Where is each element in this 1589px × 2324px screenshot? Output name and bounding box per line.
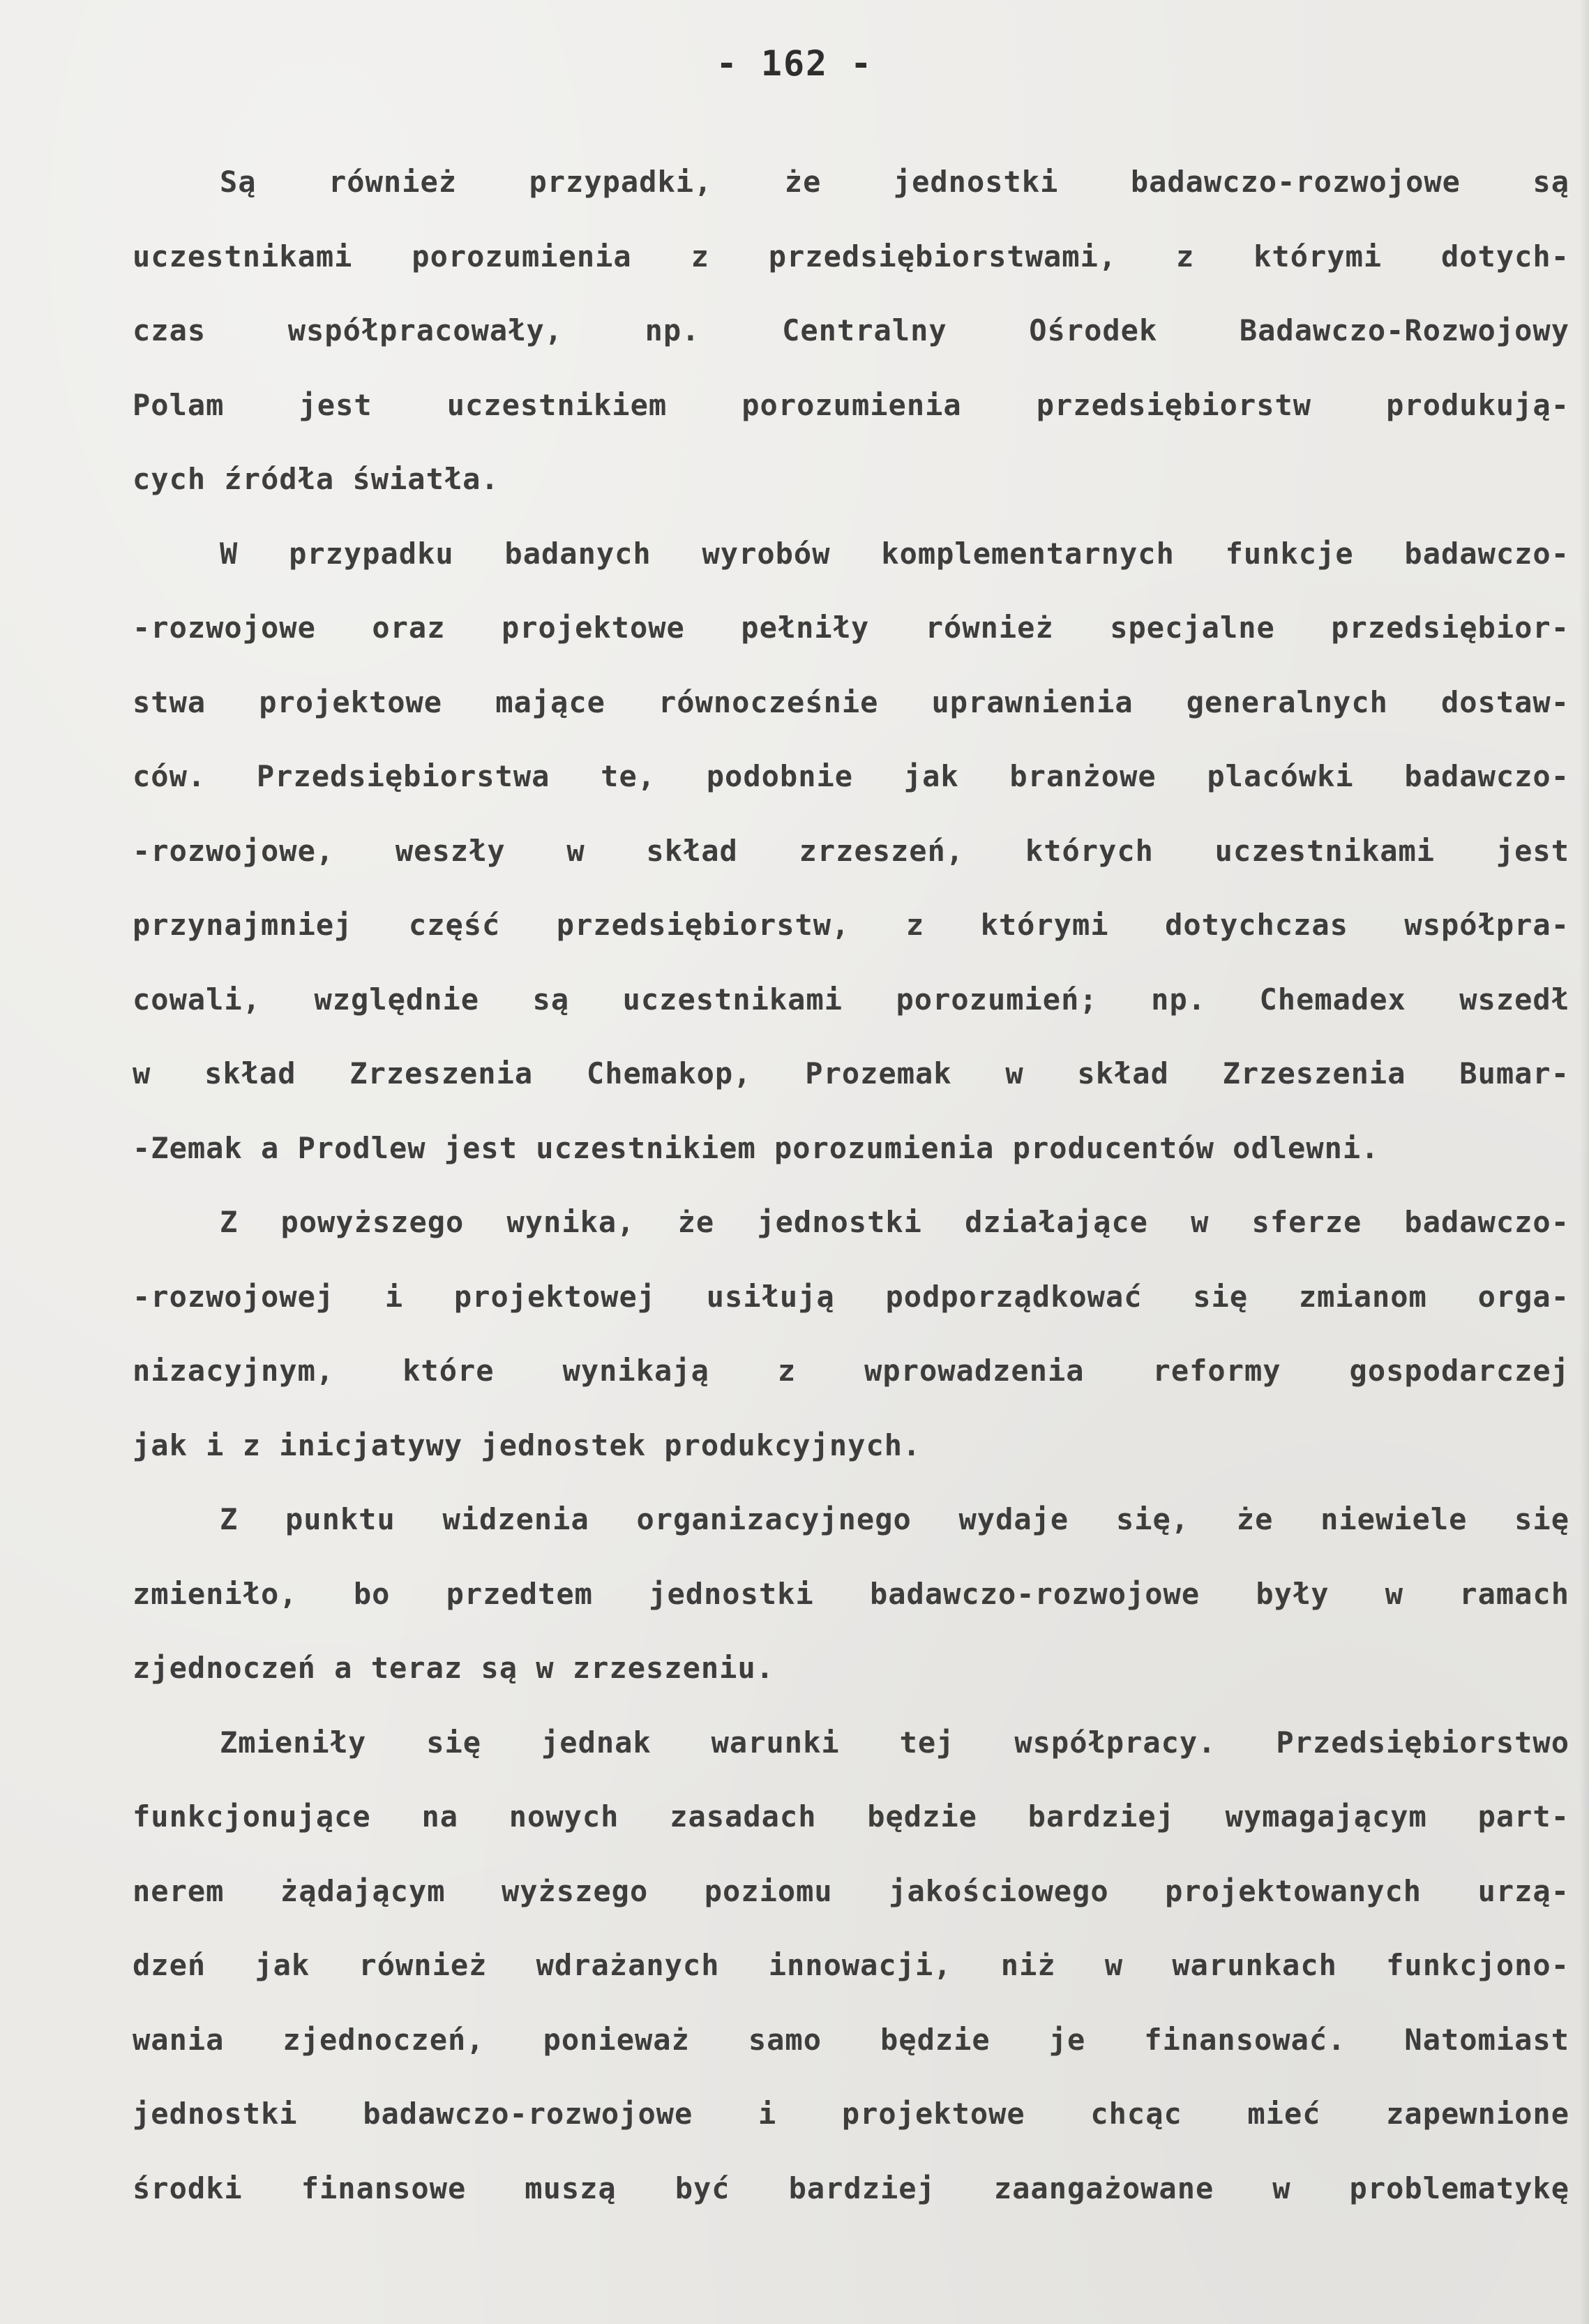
- text-line: nizacyjnym, które wynikają z wprowadzenia reformy gospodarczej: [133, 1354, 1569, 1388]
- text-line: funkcjonujące na nowych zasadach będzie bardziej wymagającym part-: [133, 1799, 1569, 1834]
- text-line: -Zemak a Prodlew jest uczestnikiem porozumienia producentów odlewni.: [133, 1130, 1380, 1165]
- text-line: ców. Przedsiębiorstwa te, podobnie jak branżowe placówki badawczo-: [133, 759, 1569, 793]
- body-text: [133, 145, 1569, 2226]
- text-line: dzeń jak również wdrażanych innowacji, niż w warunkach funkcjono-: [133, 1948, 1569, 1982]
- text-line: Polam jest uczestnikiem porozumienia przedsiębiorstw produkują-: [133, 387, 1569, 422]
- text-line: stwa projektowe mające równocześnie uprawnienia generalnych dostaw-: [133, 684, 1569, 719]
- paragraph-2: [133, 517, 1569, 1186]
- paragraph-5: [133, 1706, 1569, 2226]
- text-line: Z punktu widzenia organizacyjnego wydaje się, że niewiele się: [220, 1502, 1569, 1536]
- text-line: -rozwojowe oraz projektowe pełniły również specjalne przedsiębior-: [133, 610, 1569, 645]
- text-line: jednostki badawczo-rozwojowe i projektowe chcąc mieć zapewnione: [133, 2097, 1569, 2131]
- text-line: Zmieniły się jednak warunki tej współpracy. Przedsiębiorstwo: [220, 1725, 1569, 1760]
- text-line: środki finansowe muszą być bardziej zaangażowane w problematykę: [133, 2171, 1569, 2205]
- text-line: nerem żądającym wyższego poziomu jakościowego projektowanych urzą-: [133, 1873, 1569, 1908]
- text-line: jak i z inicjatywy jednostek produkcyjnych.: [133, 1427, 921, 1462]
- page-edge-shadow: [1579, 0, 1589, 2324]
- text-line: uczestnikami porozumienia z przedsiębiorstwami, z którymi dotych-: [133, 239, 1569, 273]
- text-line: cych źródła światła.: [133, 462, 499, 496]
- text-line: zmieniło, bo przedtem jednostki badawczo-rozwojowe były w ramach: [133, 1576, 1569, 1611]
- text-line: -rozwojowe, weszły w skład zrzeszeń, których uczestnikami jest: [133, 833, 1569, 868]
- text-line: -rozwojowej i projektowej usiłują podporządkować się zmianom orga-: [133, 1279, 1569, 1314]
- text-line: przynajmniej część przedsiębiorstw, z którymi dotychczas współpra-: [133, 908, 1569, 942]
- page-number: - 162 -: [716, 43, 873, 84]
- text-line: czas współpracowały, np. Centralny Ośrodek Badawczo-Rozwojowy: [133, 313, 1569, 347]
- paragraph-3: [133, 1185, 1569, 1483]
- text-line: w skład Zrzeszenia Chemakop, Prozemak w skład Zrzeszenia Bumar-: [133, 1056, 1569, 1090]
- paragraph-1: [133, 145, 1569, 517]
- text-line: cowali, względnie są uczestnikami porozumień; np. Chemadex wszedł: [133, 982, 1569, 1017]
- paragraph-4: [133, 1483, 1569, 1706]
- text-line: zjednoczeń a teraz są w zrzeszeniu.: [133, 1651, 775, 1685]
- text-line: wania zjednoczeń, ponieważ samo będzie je finansować. Natomiast: [133, 2022, 1569, 2057]
- text-line: Z powyższego wynika, że jednostki działające w sferze badawczo-: [220, 1205, 1569, 1239]
- text-line: Są również przypadki, że jednostki badawczo-rozwojowe są: [220, 165, 1569, 199]
- text-line: W przypadku badanych wyrobów komplementarnych funkcje badawczo-: [220, 536, 1569, 571]
